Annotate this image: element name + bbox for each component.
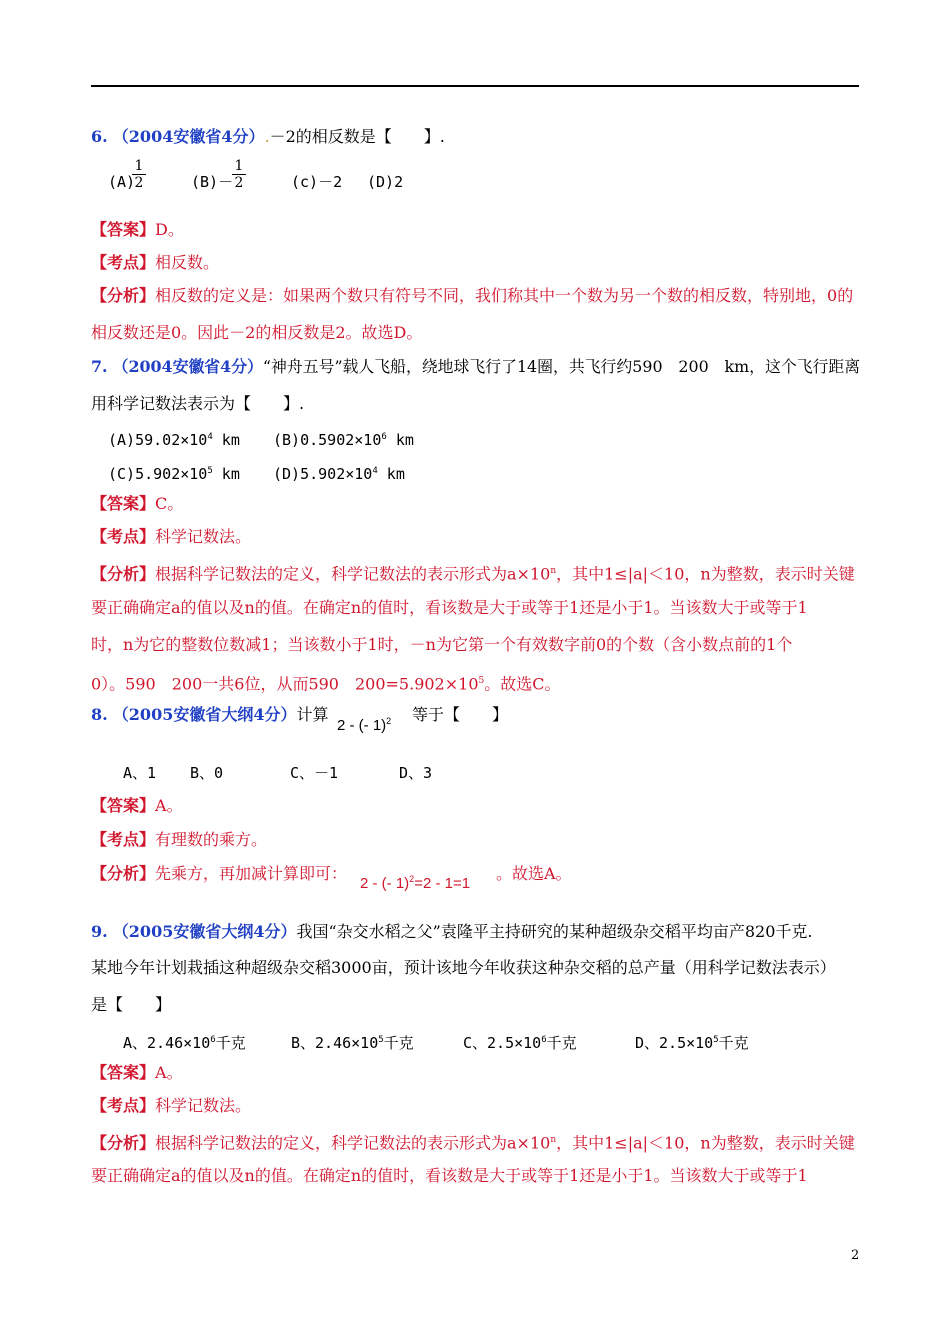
answer-line: 【答案】A。 [91,796,183,815]
page-number: 2 [851,1248,860,1263]
analysis-line: 【分析】相反数的定义是：如果两个数只有符号不同，我们称其中一个数为另一个数的相反数，特别地，0的 [91,286,854,305]
point-line: 【考点】相反数。 [91,253,220,272]
question-7: 7. （2004安徽省4分）“神舟五号”载人飞船，绕地球飞行了14圈，共飞行约590 200 km，这个飞行距离 [91,357,861,376]
question-text: －2的相反数是【 】. [269,127,445,146]
question-9-line-2: 某地今年计划栽插这种超级杂交稻3000亩，预计该地今年收获这种杂交稻的总产量（用科学记数法表示） [91,958,836,977]
option-c: C、$2.5\times 10^6$千克 [463,1034,577,1052]
answer-line: 【答案】C。 [91,494,184,513]
fraction-b: $\frac{1}{2}$ [232,158,246,191]
option-a: $(A)59.02\times 10^4$ km [108,431,240,449]
analysis-line: 【分析】先乘方，再加减计算即可： [91,864,348,883]
analysis-line-4: 0）。590 200一共6位，从而590 $200=5.902\times 10^5$。故选C。 [91,674,561,694]
question-source: （2004安徽省4分） [112,127,265,146]
question-7-line-2: 用科学记数法表示为【 】. [91,394,305,413]
analysis-line: 【分析】根据科学记数法的定义，科学记数法的表示形式为$a\times 10^n$，其中1≤|a|＜10，n为整数，表示时关键 [91,564,855,584]
question-number: 6. [91,127,108,146]
question-6 [91,127,445,147]
header-rule [91,85,859,87]
option-a: A、1 [123,764,157,782]
option-d: (D)2 [367,173,404,191]
marker-dot: . [264,127,270,146]
option-c: $(C)5.902\times 10^5$ km [108,465,240,483]
option-c: (c)－2 [291,173,343,191]
option-b: $(B)0.5902\times 10^6$ km [273,431,414,449]
calc-expression: 2 - (- 1)$^2$=2 - 1=1 [360,874,471,892]
point-line: 【考点】科学记数法。 [91,527,252,546]
option-c: C、－1 [290,764,339,782]
question-8: 8. （2005安徽省大纲4分）计算 [91,705,329,724]
analysis-tail: 。故选A。 [496,864,572,883]
fraction-a: $\frac{1}{2}$ [132,158,146,191]
question-9: 9. （2005安徽省大纲4分）我国“杂交水稻之父”袁隆平主持研究的某种超级杂交稻平均亩产820千克. [91,922,813,941]
analysis-line-2: 相反数还是0。因此－2的相反数是2。故选D。 [91,323,423,342]
option-d: D、$2.5\times 10^5$千克 [635,1034,749,1052]
option-d: $(D)5.902\times 10^4$ km [273,465,405,483]
analysis-line-2: 要正确确定a的值以及n的值。在确定n的值时，看该数是大于或等于1还是小于1。当该数大于或等于1 [91,598,808,617]
point-line: 【考点】有理数的乘方。 [91,830,268,849]
question-8-tail: 等于【 】 [412,705,509,724]
answer-line: 【答案】D。 [91,220,184,239]
point-line: 【考点】科学记数法。 [91,1096,252,1115]
option-a: (A) [108,173,136,191]
analysis-line: 【分析】根据科学记数法的定义，科学记数法的表示形式为$a\times 10^n$，其中1≤|a|＜10，n为整数，表示时关键 [91,1133,855,1153]
analysis-line-3: 时，n为它的整数位数减1；当该数小于1时，－n为它第一个有效数字前0的个数（含小数点前的1个 [91,635,793,654]
math-expression: 2 - (- 1)$^2$ [337,716,392,734]
option-b: (B)－ [191,173,234,191]
question-9-line-3: 是【 】 [91,995,172,1014]
option-a: A、$2.46\times 10^6$千克 [123,1034,246,1052]
analysis-line-2: 要正确确定a的值以及n的值。在确定n的值时，看该数是大于或等于1还是小于1。当该数大于或等于1 [91,1166,808,1185]
option-b: B、$2.46\times 10^5$千克 [291,1034,414,1052]
option-d: D、3 [399,764,433,782]
option-b: B、0 [190,764,224,782]
answer-line: 【答案】A。 [91,1063,183,1082]
